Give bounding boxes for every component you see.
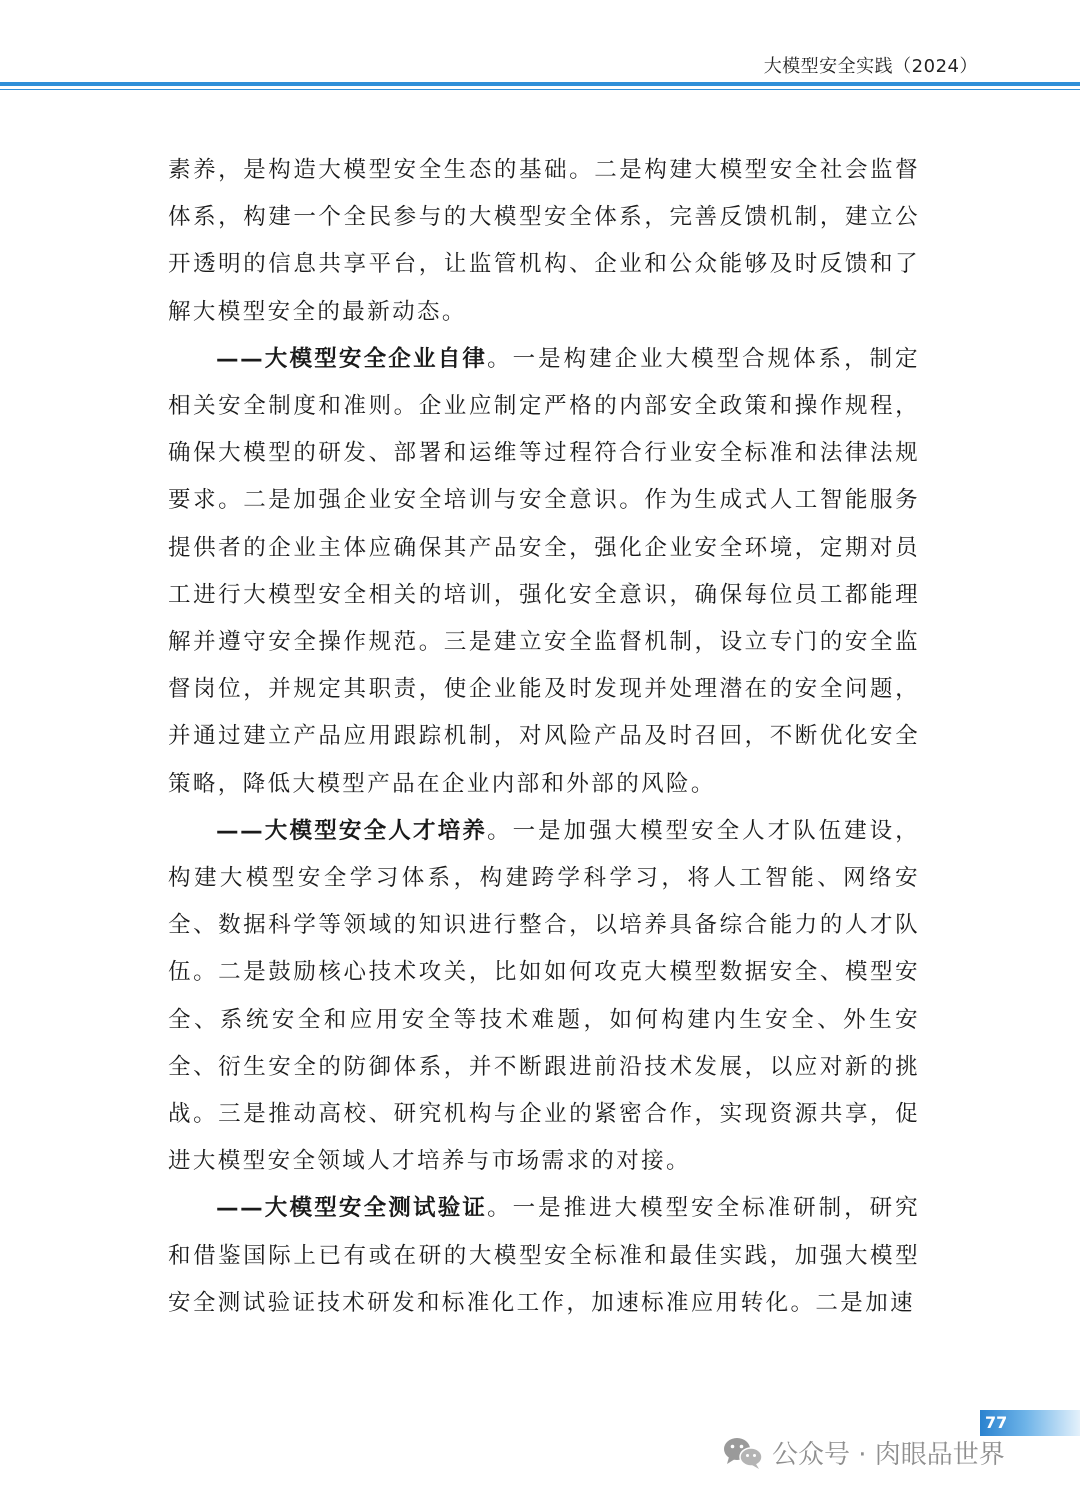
watermark-text: 公众号 · 肉眼品世界 xyxy=(772,1440,1005,1470)
body-text xyxy=(168,147,920,1327)
paragraph-testing-verification xyxy=(168,1185,920,1327)
paragraph-enterprise-self-discipline xyxy=(168,336,920,808)
paragraph-text: 素养，是构造大模型安全生态的基础。二是构建大模型安全社会监督体系，构建一个全民参与的大模型安全体系，完善反馈机制，建立公开透明的信息共享平台，让监管机构、企业和公众能够及时反馈和了解大模型安全的最新动态。 xyxy=(168,157,920,325)
paragraph-lead-heading: ——大模型安全人才培养 xyxy=(216,817,488,844)
paragraph-text: 。一是推进大模型安全标准研制，研究和借鉴国际上已有或在研的大模型安全标准和最佳实践，加强大模型安全测试验证技术研发和标准化工作，加速标准应用转化。二是加速 xyxy=(168,1195,920,1316)
paragraph-talent-cultivation xyxy=(168,808,920,1186)
watermark xyxy=(722,1434,1005,1471)
header-rule-thin xyxy=(0,89,1080,90)
page-number: 77 xyxy=(985,1413,1008,1432)
paragraph-lead-heading: ——大模型安全企业自律 xyxy=(216,345,488,372)
paragraph-continued xyxy=(168,147,920,336)
running-header-title: 大模型安全实践（2024） xyxy=(763,56,978,77)
wechat-icon xyxy=(722,1435,764,1471)
header-rule-thick xyxy=(0,82,1080,86)
paragraph-text: 。一是构建企业大模型合规体系，制定相关安全制度和准则。企业应制定严格的内部安全政策和操作规程，确保大模型的研发、部署和运维等过程符合行业安全标准和法律法规要求。二是加强企业安全培训与安全意识。作为生成式人工智能服务提供者的企业主体应确保其产品安全，强化企业安全环境，定期对员工进行大模型安全相关的培训，强化安全意识，确保每位员工都能理解并遵守安全操作规范。三是建立安全监督机制，设立专门的安全监督岗位，并规定其职责，使企业能及时发现并处理潜在的安全问题，并通过建立产品应用跟踪机制，对风险产品及时召回，不断优化安全策略，降低大模型产品在企业内部和外部的风险。 xyxy=(168,345,920,797)
paragraph-text: 。一是加强大模型安全人才队伍建设，构建大模型安全学习体系，构建跨学科学习，将人工智能、网络安全、数据科学等领域的知识进行整合，以培养具备综合能力的人才队伍。二是鼓励核心技术攻关，比如如何攻克大模型数据安全、模型安全、系统安全和应用安全等技术难题，如何构建内生安全、外生安全、衍生安全的防御体系，并不断跟进前沿技术发展，以应对新的挑战。三是推动高校、研究机构与企业的紧密合作，实现资源共享，促进大模型安全领域人才培养与市场需求的对接。 xyxy=(168,817,920,1175)
paragraph-lead-heading: ——大模型安全测试验证 xyxy=(216,1195,488,1222)
